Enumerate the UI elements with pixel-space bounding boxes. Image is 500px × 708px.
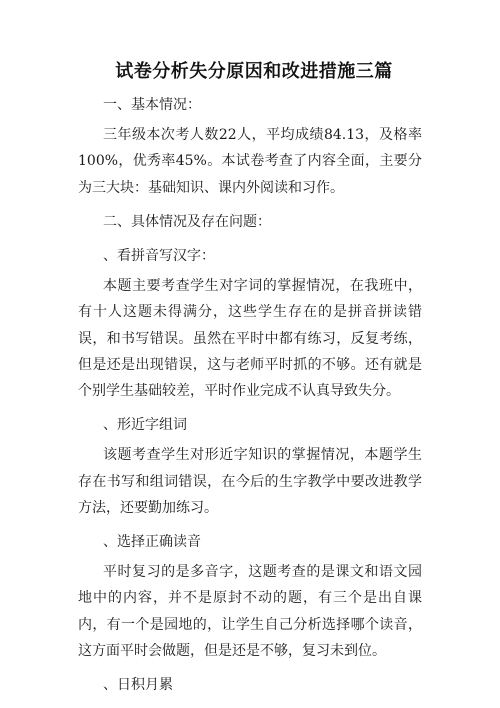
subheading-pronunciation: 、选择正确读音 [103, 534, 201, 551]
paragraph-basic-info: 三年级本次考人数22人，平均成绩84.13，及格率100%，优秀率45%。本试卷考查了内容全面，主要分为三大块：基础知识、课内外阅读和习作。 [78, 127, 422, 196]
section-heading-specifics: 二、具体情况及存在问题： [103, 213, 271, 230]
section-heading-basic-info: 一、基本情况： [103, 97, 201, 113]
document-title: 试卷分析失分原因和改进措施三篇 [115, 61, 393, 82]
paragraph-pinyin: 本题主要考查学生对字词的掌握情况，在我班中，有十人这题未得满分，这些学生存在的是拼音拼读错误，和书写错误。虽然在平时中都有练习，反复考练，但是还是出现错误，这与老师平时抓的不够。还有就是个别学生基础较差，平时作业完成不认真导致失分。 [78, 278, 422, 400]
subheading-pinyin: 、看拼音写汉字： [103, 248, 215, 265]
subheading-similar-characters: 、形近字组词 [103, 417, 187, 434]
paragraph-pronunciation: 平时复习的是多音字，这题考查的是课文和语文园地中的内容，并不是原封不动的题，有三个是出自课内，有一个是园地的，让学生自己分析选择哪个读音，这方面平时会做题，但是还是不够，复习未到位。 [78, 564, 422, 659]
subheading-accumulation: 、日积月累 [103, 677, 173, 694]
paragraph-similar-characters: 该题考查学生对形近字知识的掌握情况，本题学生存在书写和组词错误，在今后的生字教学中要改进教学方法，还要勤加练习。 [78, 447, 422, 516]
